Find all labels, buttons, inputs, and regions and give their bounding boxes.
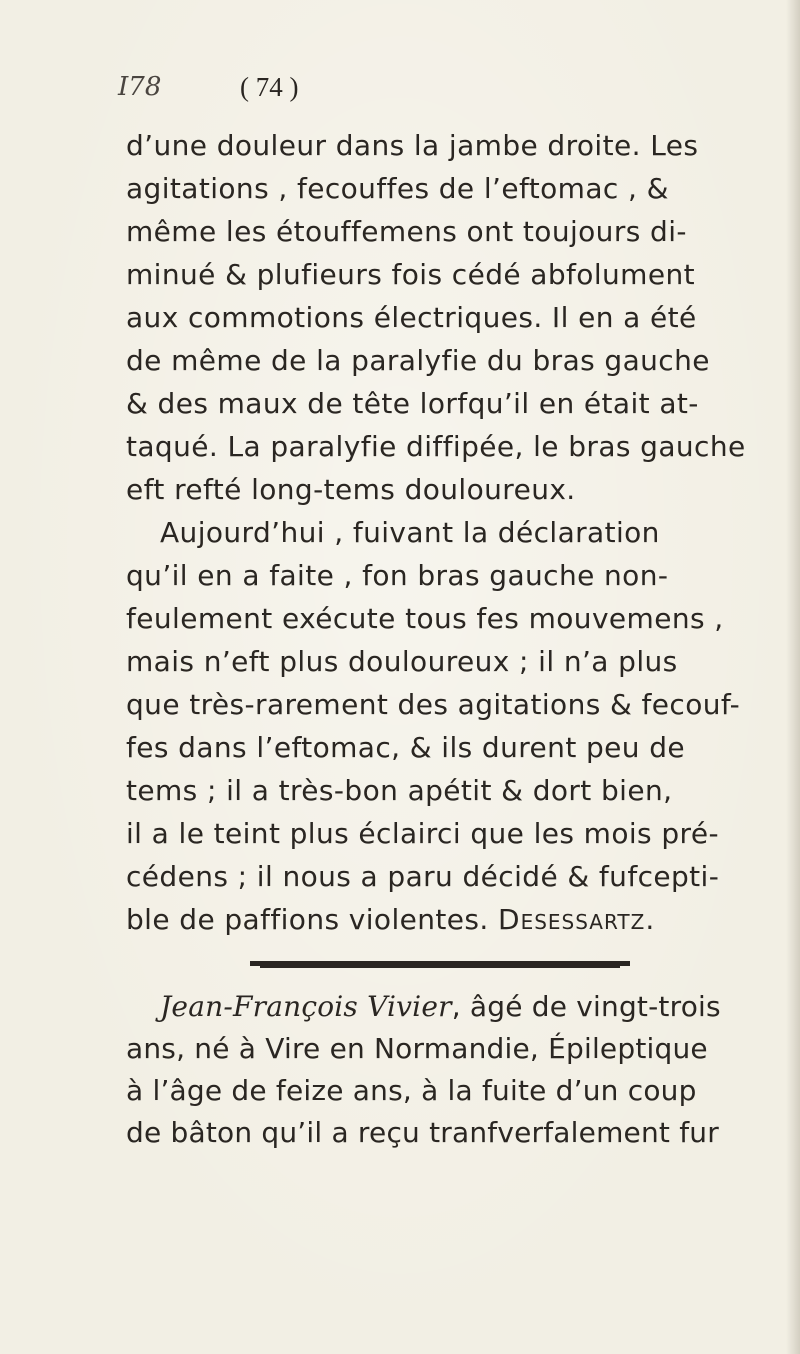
text-line: de bâton qu’il a reçu tranfverfalement fur [126, 1116, 719, 1149]
text-line: il a le teint plus éclairci que les mois pré- [126, 817, 719, 850]
text-line: que très-rarement des agitations & fecouf- [126, 688, 741, 721]
text-line: ans, né à Vire en Normandie, Épileptique [126, 1032, 708, 1065]
text-line: même les étouffemens ont toujours di- [126, 215, 687, 248]
text-line: & des maux de tête lorfqu’il en était at- [126, 387, 699, 420]
text-line: cédens ; il nous a paru décidé & fufcepti- [126, 860, 720, 893]
text-line: Aujourd’hui , fuivant la déclaration [160, 516, 660, 549]
text-line: qu’il en a faite , fon bras gauche non- [126, 559, 669, 592]
case-first-line [126, 986, 766, 1028]
text-line: mais n’eft plus douloureux ; il n’a plus [126, 645, 678, 678]
text-line: agitations , fecouffes de l’eftomac , & [126, 172, 669, 205]
main-paragraph [126, 124, 766, 941]
text-line: de même de la paralyfie du bras gauche [126, 344, 710, 377]
case-paragraph [126, 986, 766, 1154]
handwritten-mark: I78 [118, 72, 162, 102]
text-line: feulement exécute tous fes mouvemens , [126, 602, 724, 635]
text-line: taqué. La paralyfie diffipée, le bras gauche [126, 430, 746, 463]
signature: Desessartz. [498, 903, 656, 936]
text-line: minué & plufieurs fois cédé abfolument [126, 258, 695, 291]
text-line: tems ; il a très-bon apétit & dort bien, [126, 774, 673, 807]
page-edge-shadow [786, 0, 800, 1354]
text-line-last [126, 898, 766, 941]
text-line: à l’âge de feize ans, à la fuite d’un coup [126, 1074, 697, 1107]
text-line: d’une douleur dans la jambe droite. Les [126, 129, 699, 162]
patient-name: Jean-François Vivier [160, 990, 452, 1023]
text-line: fes dans l’eftomac, & ils durent peu de [126, 731, 686, 764]
text-fragment: ble de paffions violentes. [126, 903, 489, 936]
section-divider [250, 961, 630, 966]
text-line: eft refté long-tems douloureux. [126, 473, 576, 506]
page-header [0, 72, 800, 112]
text-line: aux commotions électriques. Il en a été [126, 301, 697, 334]
text-fragment: , âgé de vingt-trois [451, 990, 721, 1023]
page-number: ( 74 ) [240, 72, 299, 102]
